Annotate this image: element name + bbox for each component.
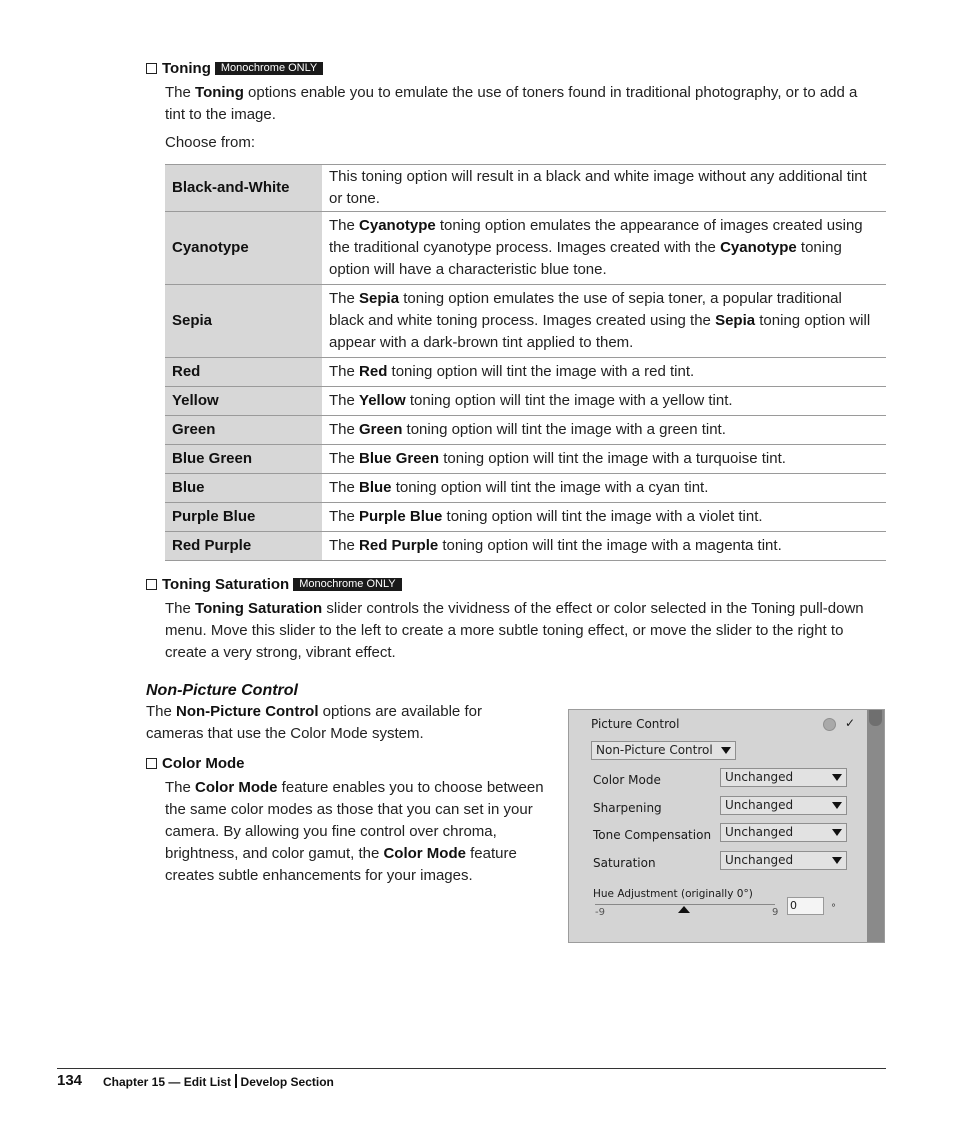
- color-mode-select[interactable]: Unchanged: [720, 768, 847, 787]
- color-mode-text: The Color Mode feature enables you to choose between the same color modes as those that you can set in your camera. By allowing you fine control over chroma, brightness, and color gamut, the Color Mode feature creates subtle enhancements for your images.: [165, 779, 544, 884]
- circle-icon[interactable]: [823, 718, 836, 731]
- chevron-down-icon: [832, 829, 842, 836]
- chevron-down-icon: [832, 774, 842, 781]
- toning-option-name: Yellow: [165, 387, 322, 416]
- saturation-select[interactable]: Unchanged: [720, 851, 847, 870]
- footer-rule: [57, 1068, 886, 1069]
- toning-options-table: [165, 164, 886, 561]
- hue-unit-label: °: [831, 903, 836, 914]
- tone-compensation-select[interactable]: Unchanged: [720, 823, 847, 842]
- table-row: [165, 358, 886, 387]
- hue-slider-track[interactable]: [595, 904, 775, 905]
- tone-compensation-label: Tone Compensation: [593, 828, 712, 842]
- chevron-down-icon: [832, 802, 842, 809]
- hue-min-label: -9: [595, 907, 605, 918]
- monochrome-only-badge: Monochrome ONLY: [215, 62, 323, 75]
- footer-separator: [235, 1074, 237, 1088]
- table-row: [165, 387, 886, 416]
- footer-chapter: Chapter 15 — Edit List Develop Section: [103, 1075, 334, 1089]
- toning-option-description: The Red Purple toning option will tint the image with a magenta tint.: [322, 532, 886, 561]
- chevron-down-icon: [832, 857, 842, 864]
- checkmark-icon[interactable]: ✓: [845, 716, 856, 730]
- toning-saturation-heading: Toning Saturation Monochrome ONLY: [146, 574, 402, 596]
- toning-heading: Toning Monochrome ONLY: [146, 58, 323, 80]
- chevron-down-icon: [721, 747, 731, 754]
- picture-control-panel: [568, 709, 885, 943]
- checkbox-bullet-icon: [146, 758, 157, 769]
- color-mode-heading: Color Mode: [146, 753, 245, 775]
- choose-from: Choose from:: [165, 134, 256, 151]
- hue-value-input[interactable]: 0: [787, 897, 824, 915]
- scrollbar-thumb[interactable]: [869, 710, 882, 726]
- toning-option-description: The Blue Green toning option will tint the image with a turquoise tint.: [322, 445, 886, 474]
- table-row: [165, 503, 886, 532]
- panel-title: Picture Control: [591, 717, 680, 731]
- monochrome-only-badge: Monochrome ONLY: [293, 578, 401, 591]
- toning-option-name: Green: [165, 416, 322, 445]
- hue-slider-thumb[interactable]: [678, 906, 690, 913]
- toning-option-name: Purple Blue: [165, 503, 322, 532]
- panel-scrollbar[interactable]: [867, 710, 884, 942]
- page-number: 134: [57, 1072, 83, 1089]
- saturation-label: Saturation: [593, 856, 656, 870]
- mode-select[interactable]: Non-Picture Control: [591, 741, 736, 760]
- checkbox-bullet-icon: [146, 63, 157, 74]
- color-mode-label: Color Mode: [593, 773, 661, 787]
- non-picture-text: The Non-Picture Control options are available for cameras that use the Color Mode system.: [146, 703, 482, 742]
- hue-max-label: 9: [772, 907, 779, 918]
- hue-adjustment-label: Hue Adjustment (originally 0°): [593, 888, 753, 900]
- toning-option-name: Black-and-White: [165, 165, 322, 212]
- checkbox-bullet-icon: [146, 579, 157, 590]
- table-row: [165, 416, 886, 445]
- toning-option-description: The Red toning option will tint the image with a red tint.: [322, 358, 886, 387]
- table-row: [165, 532, 886, 561]
- sharpening-label: Sharpening: [593, 801, 662, 815]
- toning-option-name: Red: [165, 358, 322, 387]
- sharpening-select[interactable]: Unchanged: [720, 796, 847, 815]
- toning-option-name: Blue: [165, 474, 322, 503]
- toning-option-description: The Green toning option will tint the image with a green tint.: [322, 416, 886, 445]
- toning-option-description: The Cyanotype toning option emulates the appearance of images created using the traditional cyanotype process. Images created with the Cyanotype toning option will have a characteristic blue tone.: [322, 212, 886, 285]
- toning-intro: The Toning options enable you to emulate the use of toners found in traditional photography, or to add a tint to the image.: [165, 84, 858, 123]
- toning-option-description: The Yellow toning option will tint the image with a yellow tint.: [322, 387, 886, 416]
- table-row: [165, 165, 886, 212]
- toning-option-description: The Blue toning option will tint the image with a cyan tint.: [322, 474, 886, 503]
- toning-option-description: The Sepia toning option emulates the use of sepia toner, a popular traditional black and white toning process. Images created using the Sepia toning option will appear with a dark-brown tint applied to them.: [322, 285, 886, 358]
- non-picture-heading: Non-Picture Control: [146, 682, 298, 699]
- toning-option-description: The Purple Blue toning option will tint the image with a violet tint.: [322, 503, 886, 532]
- toning-option-name: Blue Green: [165, 445, 322, 474]
- table-row: [165, 285, 886, 358]
- table-row: [165, 212, 886, 285]
- table-row: [165, 445, 886, 474]
- toning-option-name: Cyanotype: [165, 212, 322, 285]
- toning-saturation-text: The Toning Saturation slider controls the vividness of the effect or color selected in the Toning pull-down menu. Move this slider to the left to create a more subtle toning effect, or move the slider to the right to create a very strong, vibrant effect.: [165, 600, 864, 661]
- toning-option-name: Sepia: [165, 285, 322, 358]
- toning-option-description: This toning option will result in a black and white image without any additional tint or tone.: [322, 165, 886, 212]
- table-row: [165, 474, 886, 503]
- toning-option-name: Red Purple: [165, 532, 322, 561]
